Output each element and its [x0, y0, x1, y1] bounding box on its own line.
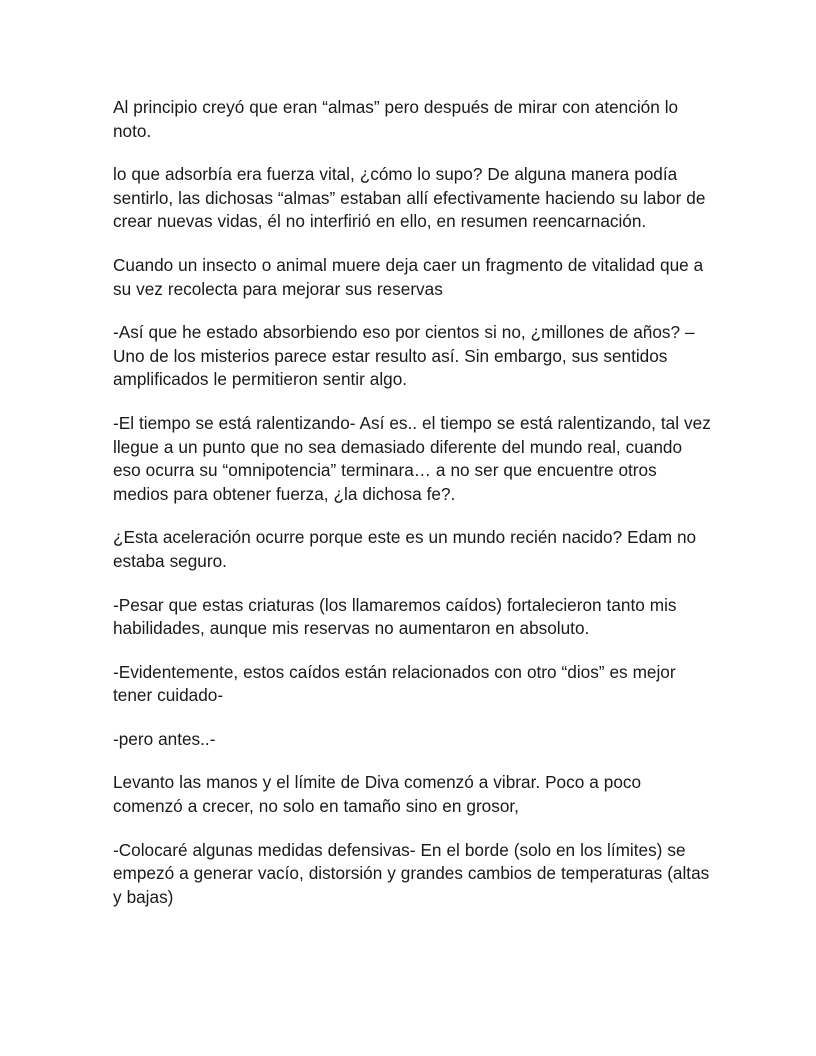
- paragraph-9: -pero antes..-: [113, 728, 216, 749]
- paragraph-7: -Pesar que estas criaturas (los llamaremos caídos) fortalecieron tanto mis habilidades, aunque mis reservas no aumentaron en absoluto.: [113, 594, 677, 639]
- paragraph-10: Levanto las manos y el límite de Diva comenzó a vibrar. Poco a poco comenzó a crecer, no solo en tamaño sino en grosor,: [113, 772, 642, 817]
- document-page: [113, 96, 713, 929]
- paragraph-6: ¿Esta aceleración ocurre porque este es un mundo recién nacido? Edam no estaba seguro.: [113, 527, 697, 571]
- paragraph-2: lo que adsorbía era fuerza vital, ¿cómo lo supo? De alguna manera podía sentirlo, las dichosas “almas” estaban allí efectivamente haciendo su labor de crear nuevas vidas, él no interfirió en ello, en resumen reencarnación.: [113, 164, 706, 232]
- paragraph-8: -Evidentemente, estos caídos están relacionados con otro “dios” es mejor tener cuidado-: [113, 661, 676, 706]
- paragraph-5: -El tiempo se está ralentizando- Así es.. el tiempo se está ralentizando, tal vez llegue a un punto que no sea demasiado diferente del mundo real, cuando eso ocurra su “omnipotencia” terminara… a no ser que encuentre otros medios para obtener fuerza, ¿la dichosa fe?.: [113, 412, 711, 504]
- paragraph-11: -Colocaré algunas medidas defensivas- En el borde (solo en los límites) se empezó a generar vacío, distorsión y grandes cambios de temperaturas (altas y bajas): [113, 839, 710, 907]
- paragraph-1: Al principio creyó que eran “almas” pero después de mirar con atención lo noto.: [113, 97, 679, 141]
- paragraph-3: Cuando un insecto o animal muere deja caer un fragmento de vitalidad que a su vez recolecta para mejorar sus reservas: [113, 254, 704, 299]
- paragraph-4: -Así que he estado absorbiendo eso por cientos si no, ¿millones de años? – Uno de los misterios parece estar resulto así. Sin embargo, sus sentidos amplificados le permitieron sentir algo.: [113, 322, 695, 390]
